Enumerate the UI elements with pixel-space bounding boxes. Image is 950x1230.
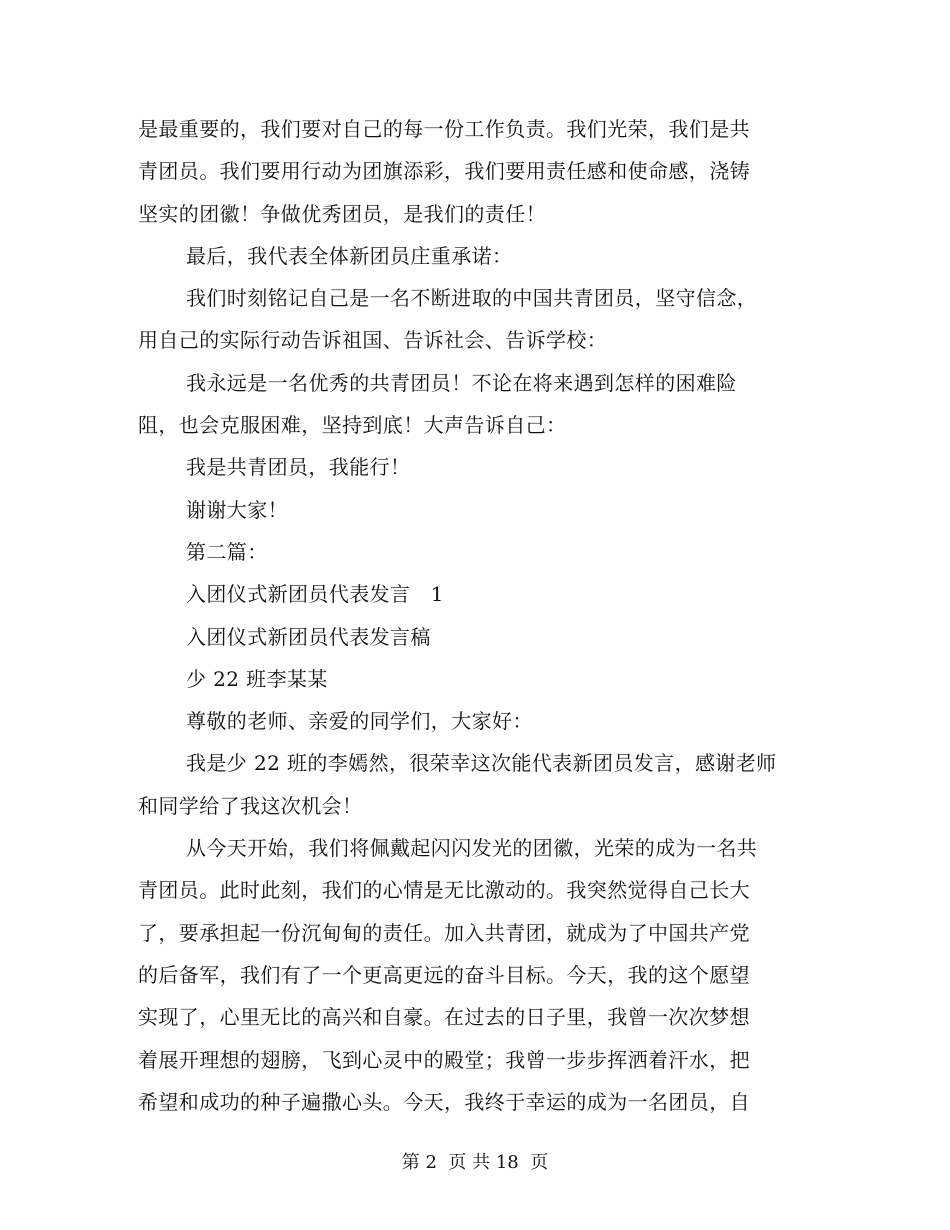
text-line: 尊敬的老师、亲爱的同学们，大家好： <box>186 709 533 734</box>
text-line: 我是少 22 班的李嫣然，很荣幸这次能代表新团员发言，感谢老师 <box>186 751 777 776</box>
text-line: 最后，我代表全体新团员庄重承诺： <box>186 243 513 268</box>
text-line: 从今天开始，我们将佩戴起闪闪发光的团徽，光荣的成为一名共 <box>186 836 758 861</box>
text-line: 阻，也会克服困难，坚持到底！大声告诉自己： <box>138 413 567 438</box>
text-line: 入团仪式新团员代表发言稿 <box>186 624 431 649</box>
text-line: 和同学给了我这次机会！ <box>138 793 363 818</box>
text-line: 了，要承担起一份沉甸甸的责任。加入共青团，就成为了中国共产党 <box>138 920 750 945</box>
text-line: 谢谢大家！ <box>186 497 288 522</box>
text-line: 少 22 班李某某 <box>186 666 328 691</box>
text-line: 着展开理想的翅膀，飞到心灵中的殿堂；我曾一步步挥洒着汗水，把 <box>138 1047 750 1072</box>
text-line: 希望和成功的种子遍撒心头。今天，我终于幸运的成为一名团员，自 <box>138 1089 750 1114</box>
text-line: 入团仪式新团员代表发言 1 <box>186 582 444 607</box>
text-line: 的后备军，我们有了一个更高更远的奋斗目标。今天，我的这个愿望 <box>138 962 750 987</box>
text-line: 实现了，心里无比的高兴和自豪。在过去的日子里，我曾一次次梦想 <box>138 1005 750 1030</box>
text-line: 我们时刻铭记自己是一名不断进取的中国共青团员，坚守信念， <box>186 286 758 311</box>
page-footer: 第 2 页 共 18 页 <box>401 1152 549 1173</box>
text-line: 第二篇： <box>186 539 268 564</box>
text-line: 坚实的团徽！争做优秀团员，是我们的责任！ <box>138 201 546 226</box>
text-line: 是最重要的，我们要对自己的每一份工作负责。我们光荣，我们是共 <box>138 117 750 141</box>
text-line: 用自己的实际行动告诉祖国、告诉社会、告诉学校： <box>138 328 608 353</box>
text-line: 青团员。我们要用行动为团旗添彩，我们要用责任感和使命感，浇铸 <box>138 159 750 184</box>
body-text <box>138 108 818 1123</box>
text-line: 我永远是一名优秀的共青团员！不论在将来遇到怎样的困难险 <box>186 370 737 395</box>
text-line: 我是共青团员，我能行！ <box>186 455 411 480</box>
text-line: 青团员。此时此刻，我们的心情是无比激动的。我突然觉得自己长大 <box>138 878 750 903</box>
